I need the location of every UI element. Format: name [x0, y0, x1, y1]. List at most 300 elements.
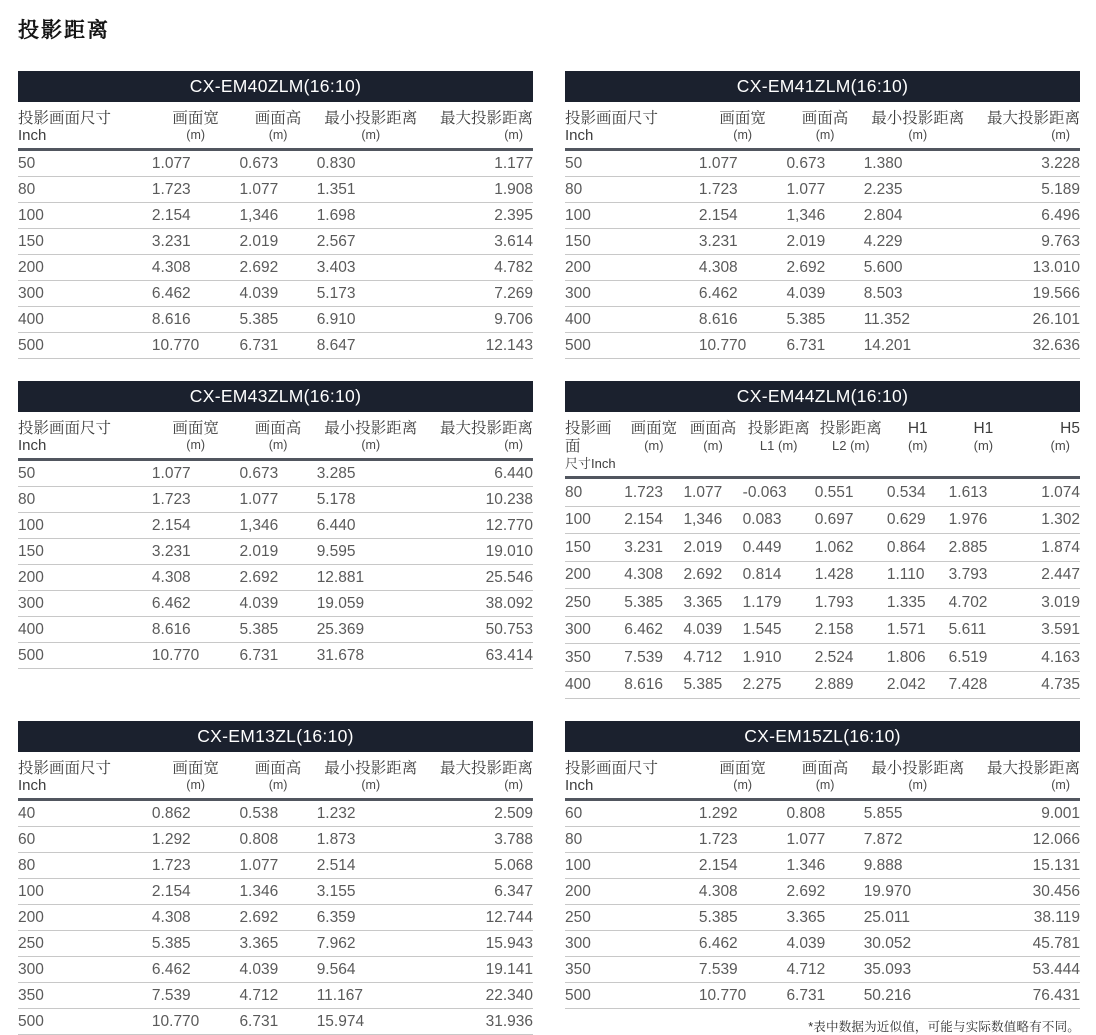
table-cell: 5.385 — [239, 307, 316, 333]
table-cell: 500 — [18, 643, 152, 669]
table-row — [565, 671, 1080, 699]
table-cell: 4.712 — [786, 957, 863, 983]
table-row — [565, 177, 1080, 203]
table-row — [565, 853, 1080, 879]
table-cell: 31.678 — [317, 643, 425, 669]
column-header-label: 画面宽 — [630, 420, 678, 437]
table-cell: 300 — [565, 616, 624, 644]
table-cell: 2.154 — [699, 203, 787, 229]
table-cell: 80 — [565, 478, 624, 507]
spec-table — [565, 412, 1080, 699]
table-cell: 1.380 — [864, 150, 972, 177]
table-cell: 1,346 — [239, 203, 316, 229]
column-header-unit: (m) — [907, 438, 928, 453]
column-header-unit: (m) — [361, 778, 381, 792]
column-header — [864, 752, 972, 800]
column-header-unit: (m) — [815, 778, 835, 792]
table-cell: 19.141 — [425, 957, 533, 983]
table-cell: 50 — [18, 150, 152, 177]
table-cell: 32.636 — [972, 333, 1080, 359]
column-header — [864, 102, 972, 150]
table-cell: 500 — [565, 983, 699, 1009]
table-cell: 5.189 — [972, 177, 1080, 203]
table-cell: 150 — [18, 539, 152, 565]
column-header-label: 画面宽 — [172, 110, 219, 127]
table-row — [18, 617, 533, 643]
table-cell: 1.077 — [786, 827, 863, 853]
column-header-unit: (m) — [268, 778, 288, 792]
table-row — [18, 281, 533, 307]
table-cell: 8.616 — [152, 307, 240, 333]
table-cell: 1.571 — [887, 616, 949, 644]
table-cell: 10.770 — [152, 643, 240, 669]
table-cell: 19.010 — [425, 539, 533, 565]
column-header — [239, 102, 316, 150]
table-cell: 76.431 — [972, 983, 1080, 1009]
table-cell: 10.770 — [152, 333, 240, 359]
table-cell: 6.462 — [152, 591, 240, 617]
column-header — [1018, 412, 1080, 478]
table-cell: 12.744 — [425, 905, 533, 931]
column-header-unit: (m) — [186, 128, 206, 142]
column-header-label: 最大投影距离 — [439, 420, 533, 437]
table-cell: 10.770 — [152, 1009, 240, 1035]
table-cell: 1.177 — [425, 150, 533, 177]
table-cell: 14.201 — [864, 333, 972, 359]
table-cell: 15.943 — [425, 931, 533, 957]
table-row — [565, 307, 1080, 333]
table-cell: 0.808 — [786, 800, 863, 827]
table-cell: 30.052 — [864, 931, 972, 957]
table-cell: 300 — [18, 591, 152, 617]
table-cell: 0.864 — [887, 534, 949, 562]
table-body — [565, 478, 1080, 699]
table-row — [18, 800, 533, 827]
table-cell: 200 — [565, 561, 624, 589]
table-cell: 19.059 — [317, 591, 425, 617]
table-row — [18, 957, 533, 983]
table-cell: 6.910 — [317, 307, 425, 333]
table-cell: 1.292 — [152, 827, 240, 853]
table-cell: 6.731 — [786, 983, 863, 1009]
table-cell: 4.163 — [1018, 644, 1080, 672]
column-header — [972, 102, 1080, 150]
table-row — [18, 229, 533, 255]
table-cell: 1.723 — [152, 487, 240, 513]
column-header — [317, 102, 425, 150]
table-cell: 250 — [565, 905, 699, 931]
header-row — [18, 102, 533, 150]
table-cell: 1.077 — [786, 177, 863, 203]
table-cell: 300 — [565, 931, 699, 957]
table-cell: 2.692 — [683, 561, 742, 589]
column-header-label: 投影画面尺寸 — [18, 110, 112, 127]
table-cell: 2.042 — [887, 671, 949, 699]
table-cell: 1.302 — [1018, 506, 1080, 534]
table-row — [565, 827, 1080, 853]
table-cell: 2.395 — [425, 203, 533, 229]
table-cell: 1.723 — [152, 853, 240, 879]
column-header-label: 投影距离 — [819, 420, 882, 437]
column-header-label: 最大投影距离 — [986, 760, 1080, 777]
column-header-label: 最大投影距离 — [439, 110, 533, 127]
table-row — [565, 905, 1080, 931]
table-cell: 3.155 — [317, 879, 425, 905]
table-cell: 15.131 — [972, 853, 1080, 879]
table-cell: 2.692 — [239, 255, 316, 281]
table-cell: 26.101 — [972, 307, 1080, 333]
table-cell: 6.440 — [425, 460, 533, 487]
table-cell: 1.976 — [949, 506, 1019, 534]
table-cell: 6.731 — [239, 1009, 316, 1035]
table-cell: 1.062 — [815, 534, 887, 562]
table-cell: 3.614 — [425, 229, 533, 255]
table-cell: 5.385 — [239, 617, 316, 643]
column-header-unit: L1 (m) — [759, 438, 798, 453]
column-header-label: H1 — [973, 420, 994, 437]
table-cell: 4.039 — [786, 281, 863, 307]
table-cell: 6.462 — [152, 957, 240, 983]
table-cell: 2.889 — [815, 671, 887, 699]
table-row — [18, 513, 533, 539]
table-cell: 4.735 — [1018, 671, 1080, 699]
table-row — [18, 879, 533, 905]
table-cell: 2.524 — [815, 644, 887, 672]
table-cell: 4.039 — [239, 591, 316, 617]
column-header-unit: (m) — [268, 438, 288, 452]
table-cell: 31.936 — [425, 1009, 533, 1035]
column-header-label: 最大投影距离 — [439, 760, 533, 777]
column-header — [972, 752, 1080, 800]
table-body — [565, 800, 1080, 1009]
spec-table — [18, 752, 533, 1035]
table-cell: 3.231 — [152, 539, 240, 565]
table-row — [18, 591, 533, 617]
column-header — [152, 752, 240, 800]
table-row — [565, 203, 1080, 229]
table-cell: 9.706 — [425, 307, 533, 333]
table-cell: 250 — [18, 931, 152, 957]
table-cell: 1.077 — [152, 460, 240, 487]
table-head — [18, 752, 533, 800]
table-cell: 50.753 — [425, 617, 533, 643]
table-cell: 7.962 — [317, 931, 425, 957]
table-row — [565, 255, 1080, 281]
table-cell: 8.616 — [624, 671, 683, 699]
table-row — [18, 827, 533, 853]
table-cell: 1.232 — [317, 800, 425, 827]
table-cell: 1.723 — [152, 177, 240, 203]
column-header — [152, 102, 240, 150]
table-cell: 150 — [565, 229, 699, 255]
column-header — [565, 102, 699, 150]
table-cell: 19.566 — [972, 281, 1080, 307]
table-head — [565, 412, 1080, 478]
table-row — [18, 931, 533, 957]
table-row — [18, 255, 533, 281]
column-header-unit: Inch — [565, 777, 594, 794]
table-cell: 1.077 — [683, 478, 742, 507]
table-cell: 0.862 — [152, 800, 240, 827]
footnote: *表中数据为近似值，可能与实际数值略有不同。 — [808, 1020, 1080, 1034]
table-cell: 5.600 — [864, 255, 972, 281]
column-header — [949, 412, 1019, 478]
column-header-unit: 尺寸Inch — [565, 456, 616, 471]
table-row — [18, 565, 533, 591]
table-cell: 0.538 — [239, 800, 316, 827]
table-cell: 1,346 — [239, 513, 316, 539]
table-cell: 0.629 — [887, 506, 949, 534]
table-row — [565, 281, 1080, 307]
table-cell: 12.770 — [425, 513, 533, 539]
table-cell: 13.010 — [972, 255, 1080, 281]
column-header-label: 画面高 — [254, 760, 302, 777]
table-cell: 6.440 — [317, 513, 425, 539]
column-header — [786, 752, 863, 800]
table-row — [18, 177, 533, 203]
table-cell: 3.019 — [1018, 589, 1080, 617]
table-cell: 1.335 — [887, 589, 949, 617]
column-header — [743, 412, 815, 478]
table-cell: 1.077 — [152, 150, 240, 177]
table-cell: 2.154 — [152, 203, 240, 229]
table-cell: 350 — [18, 983, 152, 1009]
table-cell: 9.888 — [864, 853, 972, 879]
table-cell: 4.308 — [699, 879, 787, 905]
column-header-unit: (m) — [361, 128, 381, 142]
table-cell: 12.881 — [317, 565, 425, 591]
table-cell: 1.723 — [624, 478, 683, 507]
column-header-unit: (m) — [703, 438, 723, 453]
table-title-bar: CX-EM40ZLM(16:10) — [18, 71, 533, 102]
column-header — [317, 752, 425, 800]
column-header-unit: (m) — [361, 438, 381, 452]
table-row — [565, 333, 1080, 359]
table-cell: 7.539 — [699, 957, 787, 983]
column-header — [425, 412, 533, 460]
table-cell: 8.647 — [317, 333, 425, 359]
table-cell: 11.167 — [317, 983, 425, 1009]
spec-table — [565, 752, 1080, 1009]
table-cell: 80 — [18, 177, 152, 203]
table-cell: 2.692 — [239, 565, 316, 591]
table-row — [18, 905, 533, 931]
column-header — [887, 412, 949, 478]
table-cell: 1.110 — [887, 561, 949, 589]
table-cell: 4.782 — [425, 255, 533, 281]
table-cell: 2.804 — [864, 203, 972, 229]
table-cell: 1.874 — [1018, 534, 1080, 562]
column-header-unit: (m) — [1050, 438, 1070, 453]
column-header — [815, 412, 887, 478]
table-cell: 500 — [565, 333, 699, 359]
table-cell: 3.793 — [949, 561, 1019, 589]
table-cell: 100 — [565, 506, 624, 534]
table-cell: 1.346 — [786, 853, 863, 879]
column-header — [624, 412, 683, 478]
header-row — [565, 412, 1080, 478]
column-header-unit: (m) — [504, 128, 523, 142]
table-cell: 200 — [565, 255, 699, 281]
table-cell: 4.308 — [152, 905, 240, 931]
table-row — [565, 561, 1080, 589]
table-cell: 500 — [18, 333, 152, 359]
table-cell: 50 — [18, 460, 152, 487]
table-cell: 50.216 — [864, 983, 972, 1009]
table-cell: 200 — [18, 255, 152, 281]
table-cell: 3.285 — [317, 460, 425, 487]
table-cell: 10.238 — [425, 487, 533, 513]
column-header — [18, 102, 152, 150]
table-cell: 400 — [565, 671, 624, 699]
table-cell: 500 — [18, 1009, 152, 1035]
table-cell: 8.503 — [864, 281, 972, 307]
table-cell: 250 — [565, 589, 624, 617]
table-row — [18, 150, 533, 177]
table-row — [565, 229, 1080, 255]
column-header — [152, 412, 240, 460]
header-row — [18, 752, 533, 800]
table-cell: 3.591 — [1018, 616, 1080, 644]
table-cell: 0.534 — [887, 478, 949, 507]
column-header-unit: (m) — [908, 778, 928, 792]
column-header-unit: (m) — [1051, 128, 1070, 142]
table-cell: 6.731 — [239, 643, 316, 669]
column-header — [565, 412, 624, 478]
table-cell: 1.292 — [699, 800, 787, 827]
table-row — [18, 487, 533, 513]
table-cell: 100 — [565, 203, 699, 229]
column-header-label: 投影画面尺寸 — [18, 760, 112, 777]
table-cell: 25.546 — [425, 565, 533, 591]
table-cell: 5.611 — [949, 616, 1019, 644]
table-cell: 0.449 — [743, 534, 815, 562]
table-cell: 40 — [18, 800, 152, 827]
table-row — [18, 983, 533, 1009]
table-row — [18, 307, 533, 333]
table-cell: 1.351 — [317, 177, 425, 203]
table-cell: 3.365 — [683, 589, 742, 617]
column-header-label: 画面宽 — [719, 760, 766, 777]
table-cell: 150 — [18, 229, 152, 255]
column-header-label: 最大投影距离 — [986, 110, 1080, 127]
table-cell: 100 — [18, 879, 152, 905]
table-cell: 60 — [18, 827, 152, 853]
table-cell: 0.697 — [815, 506, 887, 534]
table-cell: 2.275 — [743, 671, 815, 699]
table-cell: 350 — [565, 957, 699, 983]
column-header-label: 最小投影距离 — [324, 420, 418, 437]
table-cell: 0.830 — [317, 150, 425, 177]
table-cell: 300 — [565, 281, 699, 307]
table-cell: 3.365 — [786, 905, 863, 931]
table-cell: 200 — [565, 879, 699, 905]
table-cell: 80 — [565, 827, 699, 853]
column-header — [786, 102, 863, 150]
table-cell: 5.173 — [317, 281, 425, 307]
table-cell: 7.539 — [152, 983, 240, 1009]
table-cell: 0.551 — [815, 478, 887, 507]
column-header-label: 最小投影距离 — [324, 760, 418, 777]
column-header-label: 画面宽 — [172, 760, 219, 777]
column-header-unit: Inch — [18, 127, 47, 144]
table-cell: 2.019 — [786, 229, 863, 255]
table-cell: 63.414 — [425, 643, 533, 669]
table-cell: 7.872 — [864, 827, 972, 853]
table-cell: 1.793 — [815, 589, 887, 617]
table-cell: 80 — [565, 177, 699, 203]
table-cell: 3.231 — [624, 534, 683, 562]
table-cell: 7.539 — [624, 644, 683, 672]
table-cell: 2.019 — [239, 229, 316, 255]
table-cell: 1.077 — [699, 150, 787, 177]
table-cell: 0.814 — [743, 561, 815, 589]
table-cell: 6.359 — [317, 905, 425, 931]
table-cell: 1,346 — [786, 203, 863, 229]
table-cell: 15.974 — [317, 1009, 425, 1035]
table-cell: 0.673 — [239, 460, 316, 487]
table-cell: 0.083 — [743, 506, 815, 534]
column-header-label: 画面高 — [254, 420, 302, 437]
table-row — [18, 203, 533, 229]
table-cell: 35.093 — [864, 957, 972, 983]
table-cell: 2.154 — [152, 513, 240, 539]
table-cell: 0.808 — [239, 827, 316, 853]
table-cell: 5.855 — [864, 800, 972, 827]
column-header-unit: (m) — [815, 128, 835, 142]
table-cell: 4.229 — [864, 229, 972, 255]
table-cell: 45.781 — [972, 931, 1080, 957]
table-cell: 5.385 — [699, 905, 787, 931]
table-cell: 4.308 — [152, 255, 240, 281]
table-cell: 8.616 — [152, 617, 240, 643]
table-cell: 6.462 — [152, 281, 240, 307]
column-header-label: 最小投影距离 — [871, 760, 965, 777]
column-header — [425, 102, 533, 150]
table-cell: 2.514 — [317, 853, 425, 879]
column-header-unit: (m) — [908, 128, 928, 142]
column-header-label: 画面宽 — [172, 420, 219, 437]
table-cx-em43zlm — [18, 381, 533, 669]
table-cell: 2.154 — [624, 506, 683, 534]
column-header-unit: (m) — [186, 438, 206, 452]
spec-table — [18, 412, 533, 669]
column-header — [699, 752, 787, 800]
table-cell: 4.039 — [239, 957, 316, 983]
column-header — [18, 412, 152, 460]
table-cell: 3.231 — [699, 229, 787, 255]
table-cell: 400 — [565, 307, 699, 333]
table-cell: 9.564 — [317, 957, 425, 983]
table-cell: 2.567 — [317, 229, 425, 255]
column-header-unit: (m) — [1051, 778, 1070, 792]
column-header-label: 画面高 — [801, 760, 849, 777]
column-header-unit: Inch — [565, 127, 594, 144]
table-cell: 2.019 — [239, 539, 316, 565]
table-cell: 1.613 — [949, 478, 1019, 507]
table-cell: 2.509 — [425, 800, 533, 827]
page-title: 投影距离 — [18, 19, 110, 42]
table-cell: 1.806 — [887, 644, 949, 672]
table-cell: 100 — [18, 203, 152, 229]
column-header-label: H5 — [1060, 420, 1080, 437]
table-cell: 0.673 — [786, 150, 863, 177]
table-cell: 8.616 — [699, 307, 787, 333]
table-cell: 60 — [565, 800, 699, 827]
column-header-label: H1 — [907, 420, 928, 437]
header-row — [565, 102, 1080, 150]
table-cell: 3.231 — [152, 229, 240, 255]
